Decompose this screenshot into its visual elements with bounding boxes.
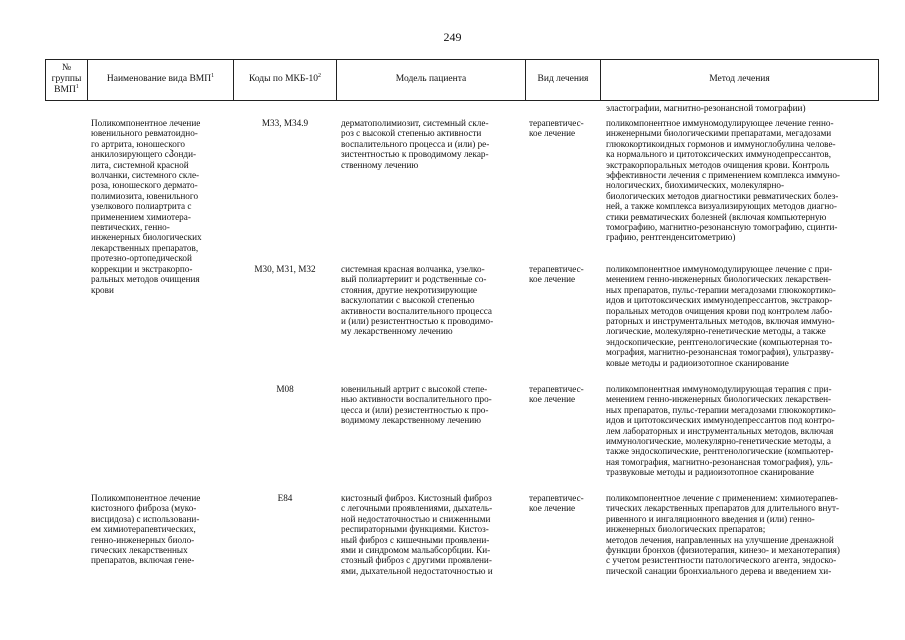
continuation-text: эластографии, магнитно-резонансной томографии) (606, 103, 806, 113)
treatment-method-cell: поликомпонентная иммуномодулирующая терапия с при- менением генно-инженерных биологических лекарствен- ных препаратов, пульс-терапии мегадозами глюкокортико- идов и цитотоксических иммунодепрессантов под контро- лем лабораторных и инструментальных методов, включая иммунологические, молекулярно-генетические методы, а также эндоскопические, рентгенологические (компьютер- ная томография, магнитно-резонансная томография), уль- тразвуковые методы и радиоизотопное сканирование (606, 384, 836, 478)
treatment-type-cell: терапевтичес- кое лечение (529, 493, 584, 514)
patient-model-cell: кистозный фиброз. Кистозный фиброз с легочными проявлениями, дыхатель- ной недостаточностью и сниженными респираторными функциями. Кистоз- ный фиброз с кишечными проявлени- ями и синдромом мальабсорбции. Ки- стозный фиброз с другими проявлени- ями, дыхательной недостаточностью и (341, 493, 493, 576)
patient-model-cell: дерматополимиозит, системный скле- роз с высокой степенью активности воспалительного процесса и (или) ре- зистентностью к проводимому лекар- ственному лечению (341, 118, 490, 170)
icd-code-cell: M33, M34.9 (261, 118, 309, 128)
icd-code-cell: E84 (277, 493, 293, 503)
header-treatment-type: Вид лечения (537, 74, 589, 84)
treatment-type-cell: терапевтичес- кое лечение (529, 264, 584, 285)
treatment-method-cell: поликомпонентное иммуномодулирующее лечение с при- менением генно-инженерных биологических лекарствен- ных препаратов, пульс-терапии мегадозами глюкокортико- идов и цитотоксических иммунодепрессантов, экстракор- поральных методов очищения крови под контролем лабо- раторных и инструментальных методов, включая иммуно- логические, молекулярно-генетические методы, а также эндоскопические, рентгенологические (компьютерная то- мография, магнитно-резонансная томография), ультразву- ковые методы и радиоизотопное сканирование (606, 264, 836, 368)
vmp-name-cell: Поликомпонентное лечение ювенильного ревматоидно- го артрита, юношеского анкилозирующего сპонди- лита, системной красной волчанки, системного скле- роза, юношеского дермато- полимиозита, ювенильного узелкового полиартрита с применением химиотера- певтических, генно- инженерных биологических лекарственных препаратов, протезно-ортопедической коррекции и экстракорпо- ральных методов очищения крови (91, 118, 202, 295)
icd-code-cell: M08 (276, 384, 294, 394)
header-divider (878, 59, 879, 100)
header-bottom-rule (45, 100, 879, 101)
header-patient-model: Модель пациента (395, 74, 467, 84)
icd-code-cell: M30, M31, M32 (254, 264, 316, 274)
header-icd-codes: Коды по МКБ-$10^2$ (248, 72, 322, 84)
patient-model-cell: ювенильный артрит с высокой степе- нью активности воспалительного про- цесса и (или) резистентностью к про- водимому лекарственному лечению (341, 384, 492, 426)
page-number: 249 (443, 30, 462, 44)
vmp-name-cell: Поликомпонентное лечение кистозного фиброза (муко- висцидоза) с использовани- ем химиотерапевтических, генно-инженерных биоло- гических лекарственных препаратов, включая гене- (91, 493, 201, 566)
header-treatment-method: Метод лечения (709, 74, 770, 84)
treatment-method-cell: поликомпонентное иммуномодулирующее лечение генно- инженерными биологическими препаратами, мегадозами глюкокортикоидных гормонов и иммуноглобулина челове- ка нормального и цитотоксических иммунодепрессантов, экстракорпоральных методов очищения крови. Контроль эффективности лечения с применением комплекса иммуно- нологических, биохимических, молекулярно- биологических методов диагностики ревматических болез- ней, а также комплекса визуализирующих методов диагно- стики ревматических болезней (включая компьютерную томографию, магнитно-резонансную томографию, сцинти- графию, рентгенденситометрию) (606, 118, 840, 243)
header-vmp-name: Наименование вида ВМП$^1$ (106, 72, 215, 84)
treatment-type-cell: терапевтичес- кое лечение (529, 118, 584, 139)
treatment-type-cell: терапевтичес- кое лечение (529, 384, 584, 405)
treatment-method-cell: поликомпонентное лечение с применением: химиотерапев- тических лекарственных препаратов для длительного внут- ривенного и ингаляционного введения и (или) генно- инженерных биологических препаратов; методов лечения, направленных на улучшение дренажной функции бронхов (физиотерапия, кинезо- и механотерапия) с учетом резистентности патологического агента, эндоско- пической санации бронхиального дерева и введением хи- (606, 493, 840, 576)
header-group-number: № группы ВМП$^1$ (51, 63, 82, 95)
patient-model-cell: системная красная волчанка, узелко- вый полиартериит и родственные со- стояния, другие некротизирующие васкулопатии с высокой степенью активности воспалительного процесса и (или) резистентностью к проводимо- му лекарственному лечению (341, 264, 494, 337)
